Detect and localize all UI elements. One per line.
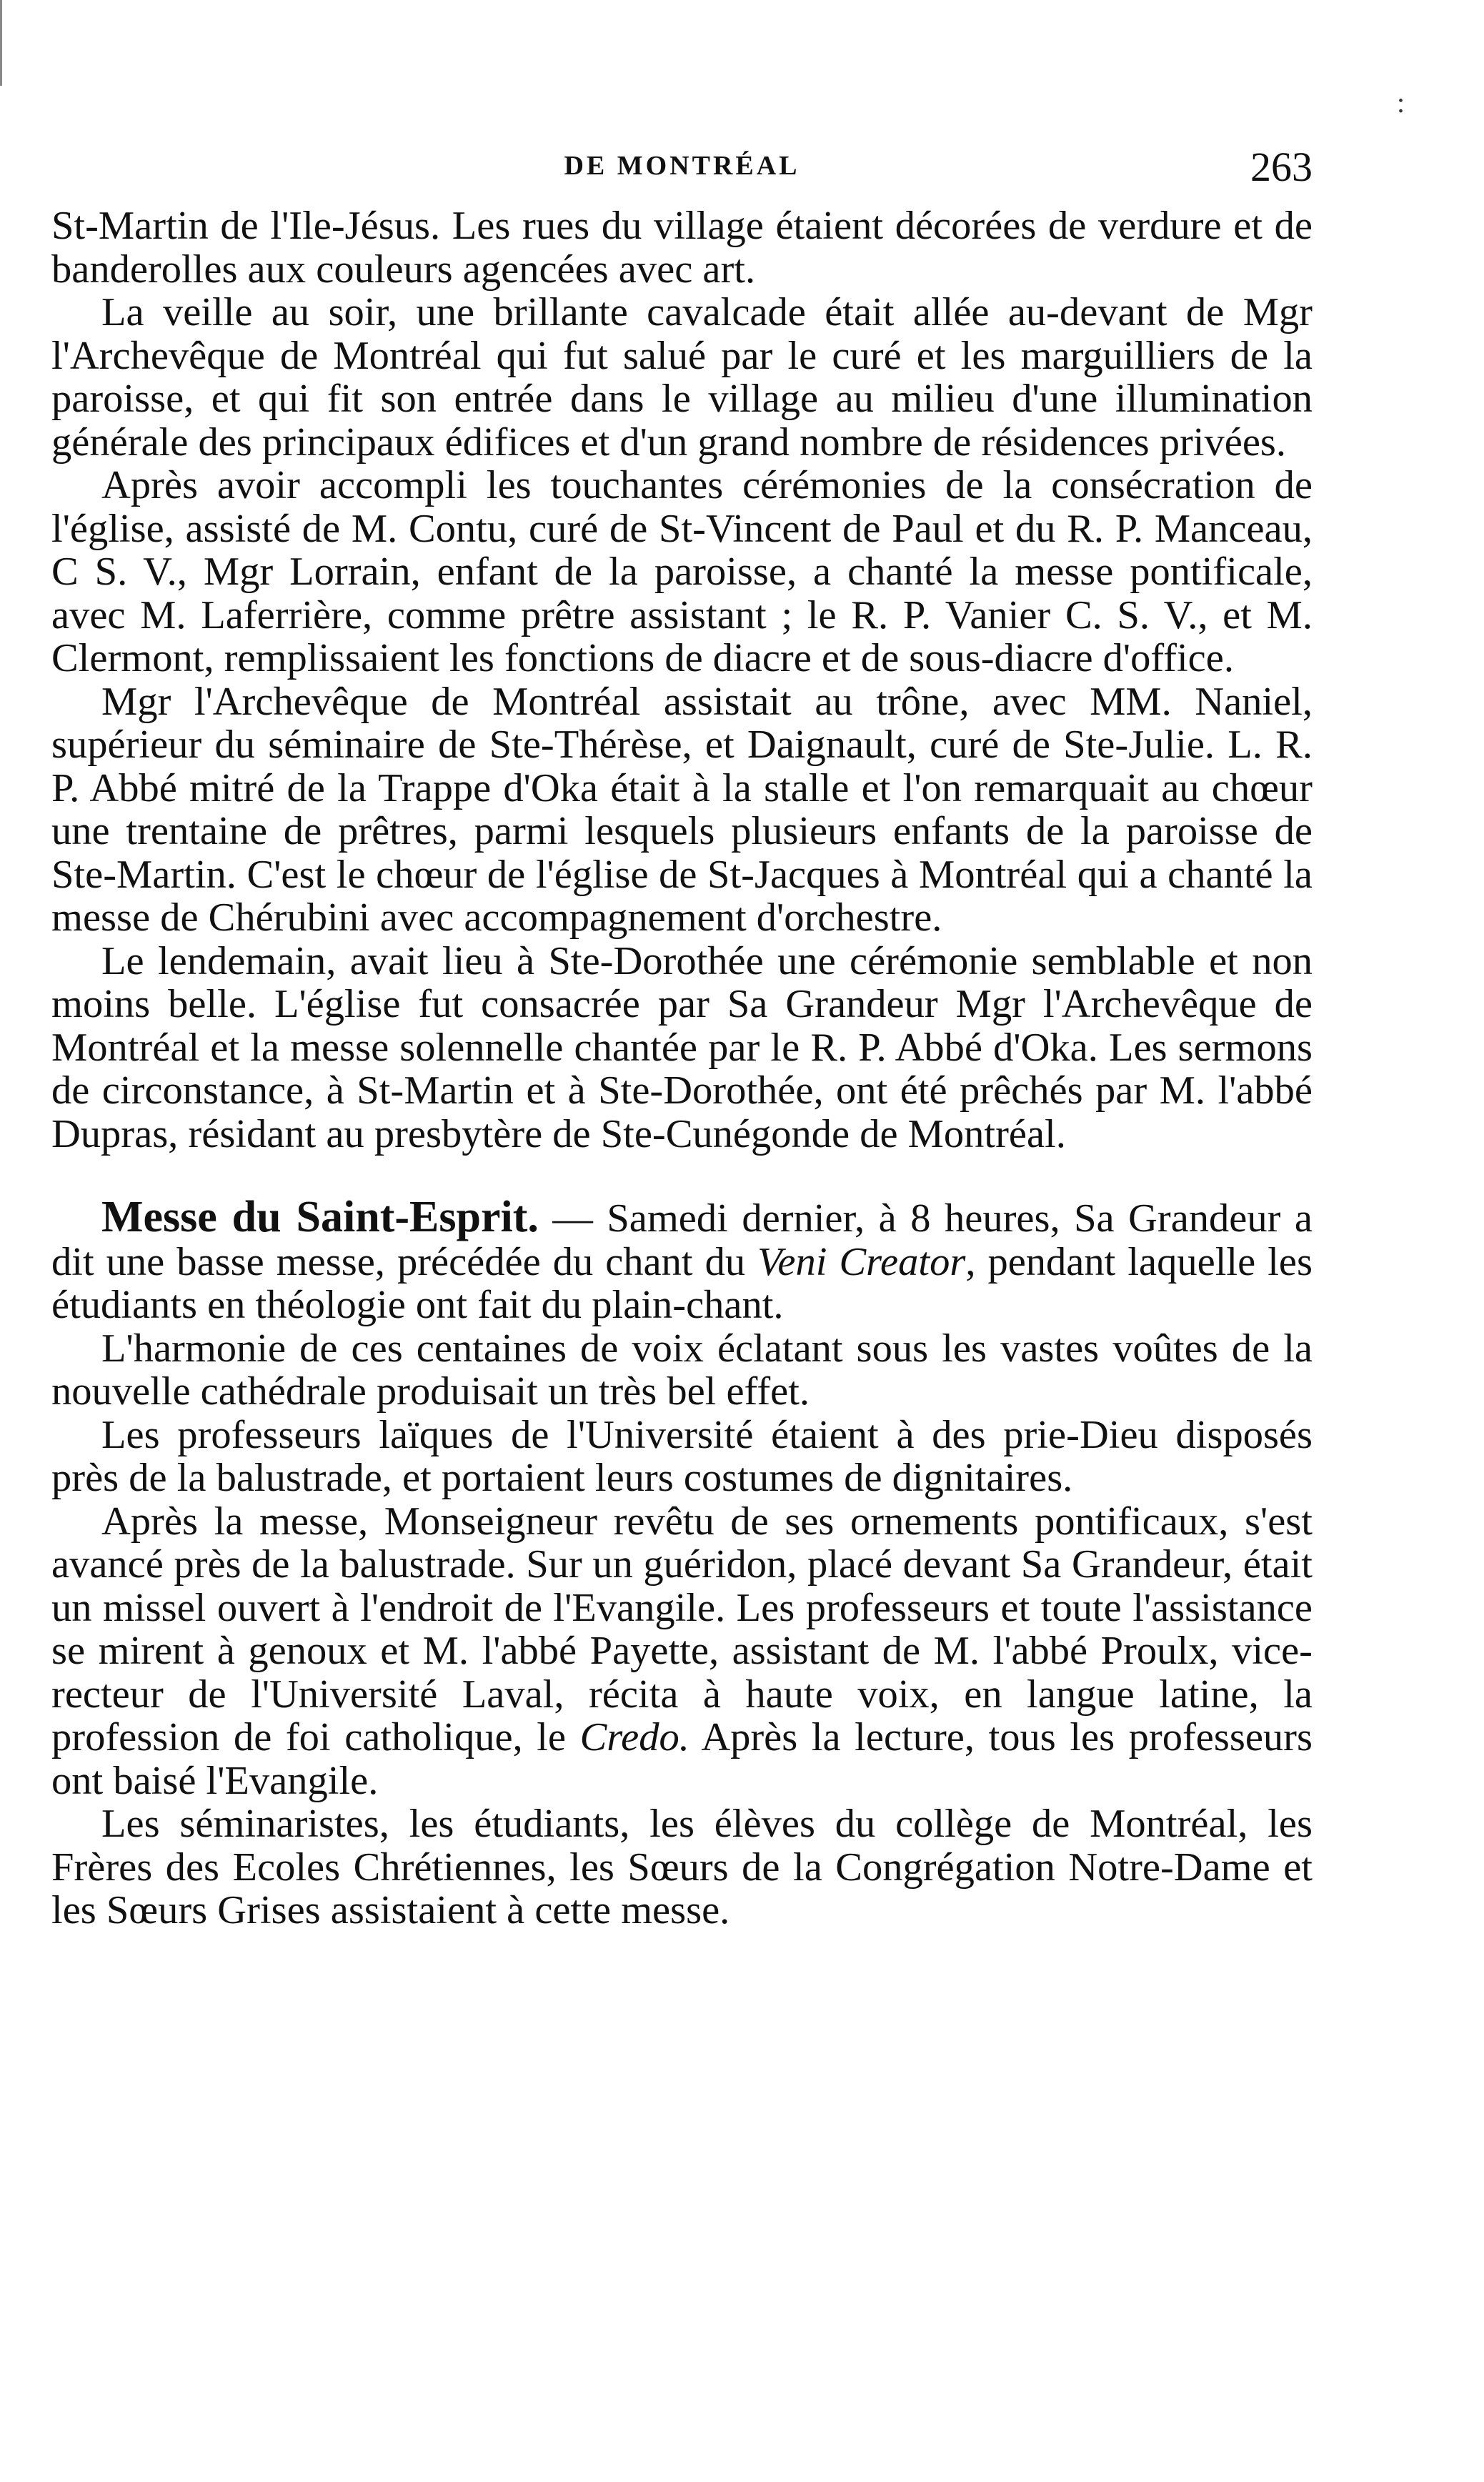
credo-paragraph (51, 1500, 1313, 1803)
credo-italic: Credo. (579, 1715, 689, 1759)
running-head: DE MONTRÉAL (564, 151, 800, 181)
paragraph: La veille au soir, une brillante cavalcade était allée au-devant de Mgr l'Archevêque de Montréal qui fut salué par le curé et les marguilliers de la paroisse, et qui fit son entrée dans le village au milieu d'une illumination générale des principaux édifices et d'un grand nombre de résidences privées. (51, 290, 1313, 465)
page-header (51, 136, 1313, 204)
paragraph: St-Martin de l'Ile-Jésus. Les rues du village étaient décorées de verdure et de banderolles aux couleurs agencées avec art. (51, 204, 1313, 292)
section-gap (51, 1156, 1313, 1196)
section-lead: — Samedi dernier, à 8 heures, Sa Grandeur a dit une basse messe, précédée du chant du (51, 1196, 1313, 1284)
paragraph: L'harmonie de ces centaines de voix éclatant sous les vastes voûtes de la nouvelle cathédrale produisait un très bel effet. (51, 1326, 1313, 1414)
credo-before: Après la messe, Monseigneur revêtu de ses ornements pontificaux, s'est avancé près de la balustrade. Sur un guéridon, placé devant Sa Grandeur, était un missel ouvert à l'endroit de l'Evangile. Les professeurs et toute l'assistance se mirent à genoux et M. l'abbé Payette, assistant de M. l'abbé Proulx, vice-recteur de l'Université Laval, récita à haute voix, en langue latine, la profession de foi catholique, le (51, 1499, 1313, 1759)
paragraph: Les professeurs laïques de l'Université étaient à des prie-Dieu disposés près de la balustrade, et portaient leurs costumes de dignitaires. (51, 1412, 1313, 1500)
final-paragraph: Les séminaristes, les étudiants, les élèves du collège de Montréal, les Frères des Ecoles Chrétiennes, les Sœurs de la Congrégation Notre-Dame et les Sœurs Grises assistaient à cette messe. (51, 1802, 1313, 1932)
credo-after: Après la lecture, tous les professeurs ont baisé l'Evangile. (51, 1715, 1313, 1803)
section-paragraph (51, 1193, 1313, 1327)
paragraph: Le lendemain, avait lieu à Ste-Dorothée une cérémonie semblable et non moins belle. L'église fut consacrée par Sa Grandeur Mgr l'Archevêque de Montréal et la messe solennelle chantée par le R. P. Abbé d'Oka. Les sermons de circonstance, à St-Martin et à Ste-Dorothée, ont été prêchés par M. l'abbé Dupras, résidant au presbytère de Ste-Cunégonde de Montréal. (51, 938, 1313, 1156)
page-body (51, 136, 1313, 1932)
section-italic: Veni Creator (757, 1239, 966, 1284)
paragraph: Mgr l'Archevêque de Montréal assistait au trône, avec MM. Naniel, supérieur du séminaire de Ste-Thérèse, et Daignault, curé de Ste-Julie. L. R. P. Abbé mitré de la Trappe d'Oka était à la stalle et l'on remarquait au chœur une trentaine de prêtres, parmi lesquels plusieurs enfants de la paroisse de Ste-Martin. C'est le chœur de l'église de St-Jacques à Montréal qui a chanté la messe de Chérubini avec accompagnement d'orchestre. (51, 679, 1313, 940)
section-tail: , pendant laquelle les étudiants en théologie ont fait du plain-chant. (51, 1239, 1313, 1327)
margin-mark: : (1397, 86, 1405, 119)
page-number: 263 (1250, 144, 1313, 190)
page-edge-mark (0, 0, 2, 86)
section-title: Messe du Saint-Esprit. (101, 1193, 539, 1241)
paragraph: Après avoir accompli les touchantes cérémonies de la consécration de l'église, assisté de M. Contu, curé de St-Vincent de Paul et du R. P. Manceau, C S. V., Mgr Lorrain, enfant de la paroisse, a chanté la messe pontificale, avec M. Laferrière, comme prêtre assistant ; le R. P. Vanier C. S. V., et M. Clermont, remplissaient les fonctions de diacre et de sous-diacre d'office. (51, 463, 1313, 680)
